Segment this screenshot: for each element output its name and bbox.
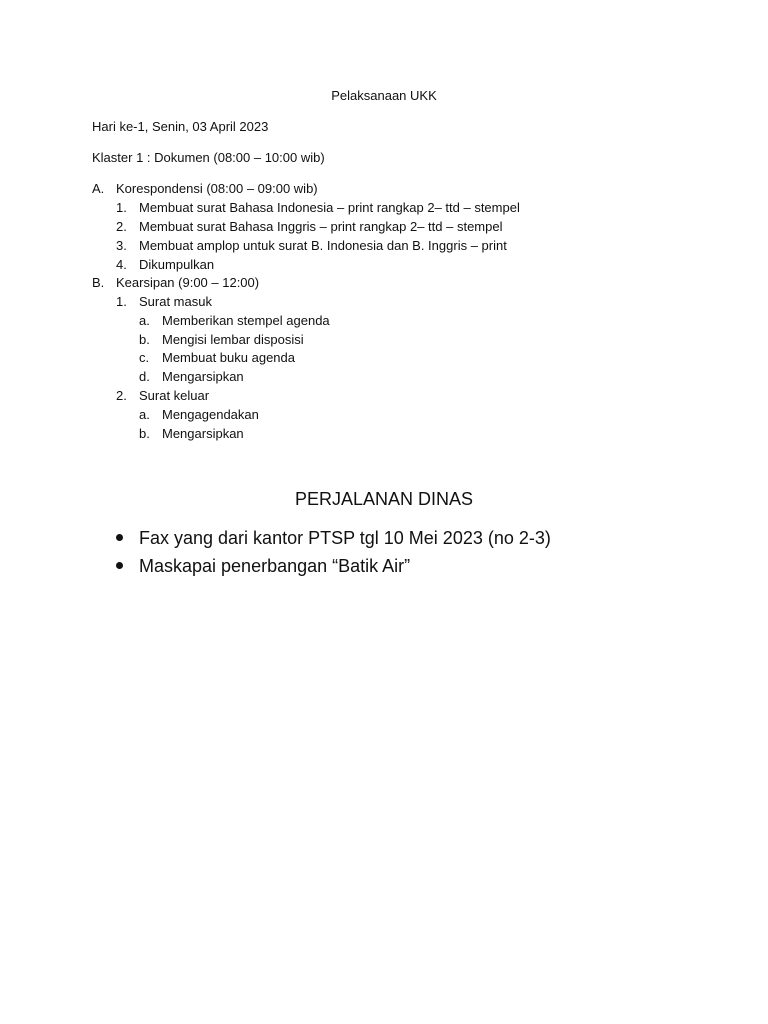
- list-item-marker: 4.: [116, 257, 127, 272]
- section-a-marker: A.: [92, 181, 105, 196]
- list-item: Membuat surat Bahasa Inggris – print rangkap 2– ttd – stempel: [139, 219, 503, 234]
- sublist-item: Mengagendakan: [162, 407, 259, 422]
- travel-heading: PERJALANAN DINAS: [294, 489, 474, 509]
- list-item-marker: 2.: [116, 388, 127, 403]
- bullet-icon: [116, 562, 123, 569]
- sublist-item-marker: a.: [139, 313, 150, 328]
- list-item: Surat keluar: [139, 388, 210, 403]
- sublist-item: Membuat buku agenda: [162, 350, 295, 365]
- bullet-icon: [116, 534, 123, 541]
- section-a-heading: Korespondensi (08:00 – 09:00 wib): [116, 181, 318, 196]
- day-line: Hari ke-1, Senin, 03 April 2023: [92, 119, 269, 134]
- section-b-heading: Kearsipan (9:00 – 12:00): [116, 275, 260, 290]
- list-item-marker: 3.: [116, 238, 127, 253]
- list-item: Surat masuk: [139, 294, 212, 309]
- sublist-item-marker: a.: [139, 407, 150, 422]
- section-b-marker: B.: [92, 275, 105, 290]
- list-item-marker: 1.: [116, 294, 127, 309]
- list-item-marker: 2.: [116, 219, 127, 234]
- document-title: Pelaksanaan UKK: [331, 88, 437, 103]
- sublist-item-marker: b.: [139, 332, 150, 347]
- sublist-item: Mengarsipkan: [162, 369, 244, 384]
- bullet-item: Fax yang dari kantor PTSP tgl 10 Mei 2023 (no 2-3): [139, 528, 551, 548]
- sublist-item-marker: d.: [139, 369, 150, 384]
- sublist-item-marker: b.: [139, 426, 150, 441]
- list-item-marker: 1.: [116, 200, 127, 215]
- list-item: Membuat amplop untuk surat B. Indonesia dan B. Inggris – print: [139, 238, 507, 253]
- list-item: Membuat surat Bahasa Indonesia – print rangkap 2– ttd – stempel: [139, 200, 520, 215]
- sublist-item: Mengarsipkan: [162, 426, 244, 441]
- cluster-line: Klaster 1 : Dokumen (08:00 – 10:00 wib): [92, 150, 325, 165]
- list-item: Dikumpulkan: [139, 257, 215, 272]
- sublist-item: Memberikan stempel agenda: [162, 313, 330, 328]
- bullet-item: Maskapai penerbangan “Batik Air”: [139, 556, 411, 576]
- sublist-item: Mengisi lembar disposisi: [162, 332, 304, 347]
- sublist-item-marker: c.: [139, 350, 150, 365]
